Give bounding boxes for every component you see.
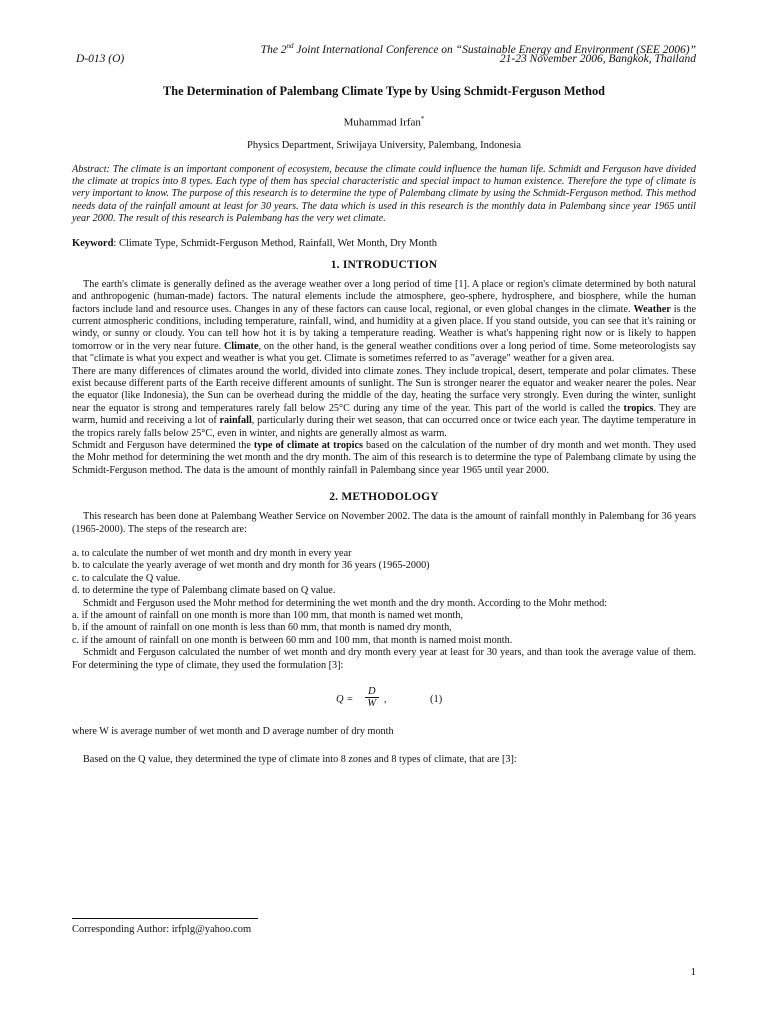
list-item: b. to calculate the yearly average of wet month and dry month for 36 years (1965-2000) (72, 560, 430, 572)
paper-code: D-013 (O) (76, 53, 125, 65)
intro-paragraph-2 (72, 366, 696, 440)
equation-number: (1) (430, 694, 443, 706)
list-item: c. if the amount of rainfall on one month is between 60 mm and 100 mm, that month is named moist month. (72, 634, 513, 646)
text-run: The earth's climate is generally defined as the average weather over a long period of time [1]. A place or region's climate determined by both natural and anthropogenic (human-made) factors. The natural elements include the atmosphere, geo-sphere, hydrosphere, and biosphere, while the human factors include land and resource uses. Changes in any of these factors can cause local, regional, or even global changes in the climate. (72, 278, 696, 315)
method-paragraph-3: Based on the Q value, they determined the type of climate into 8 zones and 8 types of climate, that are [3]: (83, 754, 517, 766)
mohr-intro: Schmidt and Ferguson used the Mohr method for determining the wet month and the dry month. According to the Mohr method: (83, 597, 608, 609)
list-item: a. to calculate the number of wet month and dry month in every year (72, 548, 352, 559)
list-item: b. if the amount of rainfall on one month is less than 60 mm, that month is named dry month, (72, 622, 452, 634)
keyword-label: Keyword (72, 237, 114, 249)
list-item: a. if the amount of rainfall on one month is more than 100 mm, that month is named wet month, (72, 610, 464, 622)
list-item: c. to calculate the Q value. (72, 572, 181, 584)
method-paragraph-1: This research has been done at Palembang Weather Service on November 2002. The data is the amount of rainfall monthly in Palembang for 36 years (1965-2000). The steps of the research are: (72, 511, 696, 535)
section-heading-introduction: 1. INTRODUCTION (330, 258, 438, 271)
step-list (72, 548, 696, 598)
bold-term: Climate (223, 340, 259, 352)
text-run: Schmidt and Ferguson have determined the (72, 439, 254, 451)
list-item: d. to determine the type of Palembang climate based on Q value. (72, 585, 336, 597)
intro-paragraph-3 (72, 440, 696, 477)
section-heading-methodology: 2. METHODOLOGY (329, 491, 439, 504)
keyword-list: : Climate Type, Schmidt-Ferguson Method, Rainfall, Wet Month, Dry Month (113, 237, 438, 249)
equation-comma: , (384, 694, 387, 706)
author-line (72, 115, 696, 129)
bold-term: tropics (623, 402, 654, 414)
conference-title-part: The 2 (260, 43, 287, 56)
paper-page (72, 40, 696, 767)
footnote-rule (72, 918, 258, 919)
equation-1 (72, 682, 696, 718)
text-run: There are many differences of climates around the world, divided into climate zones. They include tropical, desert, temperate and polar climates. These exist because different parts of the Earth receive different amounts of sunlight. The Sun is stronger nearer the equator and weaker nearer the poles. Near the equator (like Indonesia), the Sun can be overhead during the middle of the day, heating the surface very strongly. Even during the winter, sunlight near the equator is strong and temperatures rarely fall below 25°C during any time of the year. This part of the world is called the (72, 365, 696, 414)
equation-lhs: Q = (336, 694, 354, 706)
equation-where: where W is average number of wet month and D average number of dry month (72, 726, 394, 738)
keywords (72, 238, 696, 249)
paper-title: The Determination of Palembang Climate Type by Using Schmidt-Ferguson Method (163, 84, 605, 98)
method-paragraph-2: Schmidt and Ferguson calculated the number of wet month and dry month every year at least for 30 years, and than took the average value of them. For determining the type of climate, they used the formulation [3]: (72, 647, 696, 671)
intro-paragraph-1 (72, 279, 696, 366)
equation-fraction (365, 686, 379, 709)
text-run: . They are warm, humid and receiving a lot of (72, 402, 696, 427)
footnote-corresponding-author: Corresponding Author: irfplg@yahoo.com (72, 924, 252, 935)
affiliation: Physics Department, Sriwijaya University, Palembang, Indonesia (246, 139, 521, 151)
conference-title-rest: Joint International Conference on “Sustainable Energy and Environment (SEE 2006)” (293, 43, 696, 56)
author-name: Muhammad Irfan (343, 116, 421, 129)
conference-date-place: 21-23 November 2006, Bangkok, Thailand (499, 53, 696, 65)
fraction-denominator: W (367, 698, 377, 710)
bold-term: type of climate at tropics (253, 439, 363, 451)
bold-term: Weather (633, 303, 671, 315)
fraction-numerator: D (365, 686, 379, 698)
page-number: 1 (690, 966, 696, 978)
abstract: Abstract: The climate is an important component of ecosystem, because the climate could influence the human life. Schmidt and Ferguson have divided the climate at tropics into 8 types. Each type of them has special characteristic and special impact to human existence. Therefore the type of climate is very important to know. The purpose of this research is to determine the type of Palembang climate by using the Schmidt-Ferguson method. This method needs data of the rainfall amount at least for 30 years. The data which is used in this research is the monthly data in Palembang since year 1965 until year 2000. The result of this research is Palembang has the very wet climate. (72, 163, 696, 225)
text-run: , particularly during their wet season, that can occurred once or twice each year. The daytime temperature in the tropics rarely falls below 25°C, even in winter, and nights are generally almost as warm. (72, 415, 697, 439)
bold-term: rainfall (219, 415, 252, 427)
text-run: based on the calculation of the number of dry month and wet month. They used the Mohr method for determining the wet month and the dry month. The aim of this research is to determine the type of Palembang climate by using the Schmidt-Ferguson method. The data is the amount of monthly rainfall in Palembang since year 1965 until year 2000. (72, 439, 696, 476)
running-header (72, 40, 696, 70)
text-run: , on the other hand, is the general weather conditions over a long period of time. Some meteorologists say that "climate is what you expect and weather is what you get. Climate is sometimes referred to as "average" weather for a given area. (72, 340, 696, 365)
ordinal-superscript: nd (286, 42, 294, 50)
text-run: is the current atmospheric conditions, including temperature, rainfall, wind, and humidity at a given place. If you stand outside, you can see that it's raining or windy, or sunny or cloudy. You can tell how hot it is by taking a temperature reading. Weather is what's happening right now or is likely to happen tomorrow or in the very near future. (72, 303, 696, 352)
author-footnote-mark: * (420, 115, 425, 123)
